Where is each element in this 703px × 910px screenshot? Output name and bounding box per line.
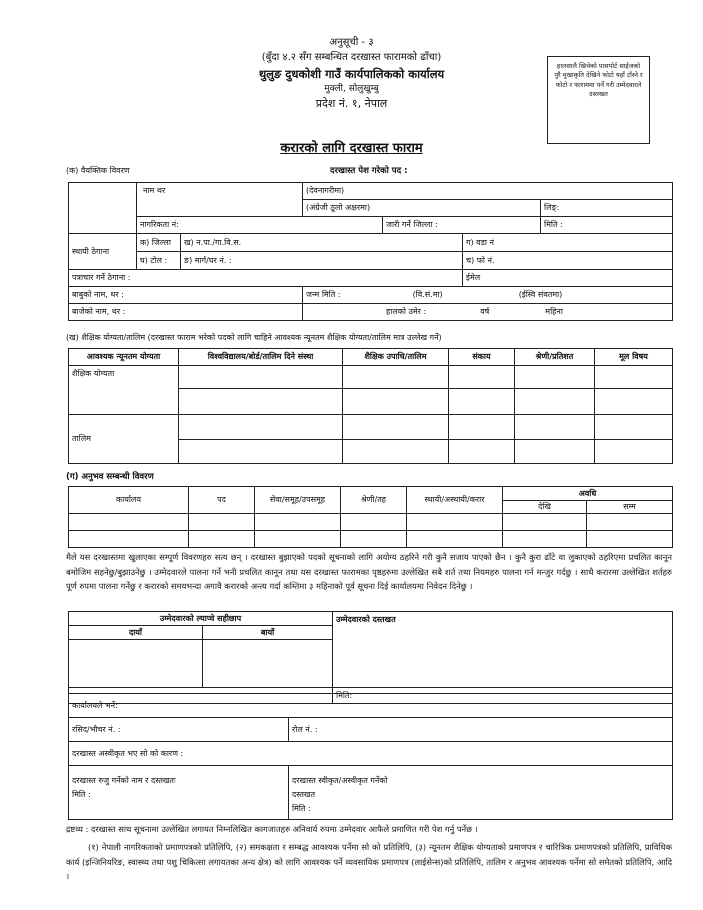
candidate-signature-label: उम्मेदवारको दस्तखत <box>336 615 396 624</box>
right-thumb-box[interactable] <box>69 640 203 688</box>
ward-field[interactable] <box>463 234 673 252</box>
col-min-qualification: आवश्यक न्यूनतम योग्यता <box>69 349 179 366</box>
experience-cell[interactable] <box>189 531 255 548</box>
correspondence-label: पत्राचार गर्ने ठेगाना : <box>72 273 131 282</box>
education-cell[interactable] <box>449 389 515 415</box>
education-cell[interactable] <box>179 389 343 415</box>
checked-by-field[interactable] <box>69 766 289 820</box>
gender-field[interactable] <box>541 200 673 217</box>
signature-table <box>68 611 673 704</box>
grandfather-name-field[interactable] <box>69 304 303 321</box>
phone-field[interactable] <box>463 252 673 270</box>
dob-ad-label: (ईस्वि संवतमा) <box>518 290 563 299</box>
email-field[interactable] <box>463 270 673 287</box>
education-cell[interactable] <box>449 366 515 389</box>
col-division: श्रेणी/प्रतिशत <box>515 349 595 366</box>
schedule-label: अनुसूची - ३ <box>329 37 374 48</box>
training-cell[interactable] <box>515 440 595 464</box>
col-from: देखि <box>503 501 587 514</box>
note-documents-list: (१) नेपाली नागरिकताको प्रमाणपत्रको प्रतिलिपि, (२) समकक्षता र सम्बद्ध आवश्यक पर्नेमा सो को प्रतिलिपि, (३) न्यूनतम शैक्षिक योग्यताको प्रमाणपत्र र चारित्रिक प्रमाणपत्रको प्रतिलिपि, प्राविधिक कार्य (इन्जिनियरिङ, स्वास्थ्य तथा पशु चिकित्सा लगायतका अन्य क्षेत्र) को लागि आवश्यक पर्ने व्यवसायिक प्रमाणपत्र (लाईसेन्स)को प्रतिलिपि, तालिम र अनुभव आवश्यक पर्नेमा सो समेतको प्रतिलिपि, आदि । <box>66 842 672 882</box>
experience-cell[interactable] <box>255 514 341 531</box>
dob-label: जन्म मिति : <box>306 290 341 299</box>
receipt-field[interactable] <box>69 718 289 742</box>
training-cell[interactable] <box>595 415 673 440</box>
age-label: हालको उमेर : <box>386 307 427 316</box>
approved-by-label: दरखास्त स्वीकृत/अस्वीकृत गर्नेको <box>292 776 388 785</box>
office-address: मुक्ली, सोलुखुम्बु <box>324 84 379 94</box>
age-year-label: वर्ष <box>480 307 490 316</box>
training-cell[interactable] <box>179 415 343 440</box>
col-office: कार्यालय <box>69 487 189 514</box>
declaration-text: मैले यस दरखास्तमा खुलाएका सम्पूर्ण विवरणहरु सत्य छन् । दरखास्त बुझाएको पदको सूचनाको लागि अयोग्य ठहरिने गरी कुनै सजाय पाएको छैन । कुनै कुरा ढाँटे वा लुकाएको ठहरिएमा प्रचलित कानून बमोजिम सहनेछु/बुझाउनेछु । उम्मेदवारले पालना गर्ने भनी प्रचलित कानून तथा यस दरखास्त फारामका पृष्ठहरुमा उल्लेखित सबै शर्त तथा नियमहरु पालना गर्न मन्जुर गर्दछु । साथै करारमा उल्लेखित शर्तहरु पूर्ण रुपमा पालना गर्नेछु र करारको समयभन्दा अगावै करारको अन्त्य गर्दा कम्तिमा ३ महिनाको पूर्व सूचना दिई कार्यालयमा निवेदन दिनेछु । <box>66 552 672 592</box>
col-tenure-type: स्थायी/अस्थायी/करार <box>407 487 503 514</box>
col-major-subject: मूल विषय <box>595 349 673 366</box>
name-english-field[interactable] <box>303 200 541 217</box>
reject-reason-label: दरखास्त अस्वीकृत भए सो को कारण : <box>72 748 184 758</box>
education-cell[interactable] <box>515 366 595 389</box>
office-use-table <box>68 690 673 820</box>
phone-label: च) फो नं. <box>466 255 495 265</box>
father-name-field[interactable] <box>69 287 303 304</box>
email-label: ईमेल <box>466 273 481 282</box>
education-cell[interactable] <box>595 389 673 415</box>
experience-table <box>68 486 673 548</box>
experience-cell[interactable] <box>407 531 503 548</box>
issue-date-label: मिति : <box>544 220 563 229</box>
training-cell[interactable] <box>595 440 673 464</box>
permanent-address-label: स्थायी ठेगाना <box>69 234 137 270</box>
col-institution: विश्वविद्यालय/बोर्ड/तालिम दिने संस्था <box>179 349 343 366</box>
training-cell[interactable] <box>449 415 515 440</box>
col-level: श्रेणी/तह <box>341 487 407 514</box>
col-to: सम्म <box>587 501 673 514</box>
experience-cell[interactable] <box>341 531 407 548</box>
signature-date-label: मिति: <box>336 690 353 700</box>
issued-district-label: जारी गर्ने जिल्ला : <box>386 220 438 229</box>
left-thumb-box[interactable] <box>203 640 333 688</box>
section-kha-heading: (ख) शैक्षिक योग्यता/तालिम (दरखास्त फाराम भरेको पदको लागि चाहिने आवश्यक न्यूनतम शैक्षिक योग्यता/तालिम मात्र उल्लेख गर्ने) <box>66 333 442 342</box>
street-field[interactable] <box>181 252 463 270</box>
training-cell[interactable] <box>179 440 343 464</box>
approved-signature-label: दस्तखत <box>292 790 316 799</box>
col-service-group: सेवा/समूह/उपसमूह <box>255 487 341 514</box>
col-post: पद <box>189 487 255 514</box>
row-education-label: शैक्षिक योग्यता <box>69 366 179 415</box>
section-ka-heading: (क) वैयक्तिक विवरण <box>66 166 130 175</box>
training-cell[interactable] <box>449 440 515 464</box>
ward-label: ग) वडा नं <box>466 237 494 247</box>
photo-box[interactable]: हालसालै खिचेको पासपोर्ट साईजको पुरै मुखाकृति देखिने फोटो यहाँ टाँस्ने र फोटो र फाराममा पर्ने गरी उम्मेदवारले दस्तखत <box>547 56 650 144</box>
office-name: थुलुङ दुधकोशी गाउँ कार्यपालिकको कार्यालय <box>258 67 445 81</box>
experience-cell[interactable] <box>255 531 341 548</box>
municipality-field[interactable] <box>181 234 463 252</box>
education-cell[interactable] <box>515 389 595 415</box>
education-cell[interactable] <box>595 366 673 389</box>
col-period: अवधि <box>503 487 673 501</box>
issued-district-field[interactable] <box>383 217 541 234</box>
devanagari-label: (देवनागरीमा) <box>306 186 345 195</box>
tole-label: घ) टोल : <box>140 255 168 265</box>
training-cell[interactable] <box>343 415 449 440</box>
issue-date-field[interactable] <box>541 217 673 234</box>
note-heading: द्रष्टव्य : दरखास्त साथ सूचनामा उल्लेखित लगायत निम्नलिखित कागजातहरु अनिवार्य रुपमा उम्मेदवार आफैले प्रमाणित गरी पेश गर्नु पर्नेछ । <box>66 824 478 834</box>
training-cell[interactable] <box>343 440 449 464</box>
age-field[interactable] <box>303 304 673 321</box>
checked-by-label: दरखास्त रुजु गर्नेको नाम र दस्तखतः <box>72 776 176 785</box>
experience-cell[interactable] <box>503 514 587 531</box>
experience-cell[interactable] <box>341 514 407 531</box>
grandfather-name-label: बाजेको नाम, थर : <box>72 307 126 316</box>
district-label: क) जिल्ला <box>140 237 171 247</box>
experience-cell[interactable] <box>587 531 673 548</box>
tole-field[interactable] <box>137 252 181 270</box>
reject-reason-field[interactable] <box>69 742 673 766</box>
experience-cell[interactable] <box>189 514 255 531</box>
roll-label: रोल नं. : <box>292 724 318 734</box>
name-label: नाम थर <box>137 183 303 200</box>
education-cell[interactable] <box>343 389 449 415</box>
father-name-label: बाबुको नाम, थर : <box>72 290 124 299</box>
correspondence-field[interactable] <box>69 270 463 287</box>
education-cell[interactable] <box>179 366 343 389</box>
english-label: (अंग्रेजी ठूलो अक्षरमा) <box>306 203 371 212</box>
street-label: ङ) मार्ग/घर नं. : <box>184 255 232 265</box>
post-applied-label: दरखास्त पेश गरेको पद : <box>330 166 408 176</box>
municipality-label: ख) न.पा./गा.वि.स. <box>184 237 242 247</box>
experience-cell[interactable] <box>69 531 189 548</box>
age-month-label: महिना <box>545 307 563 316</box>
left-thumb-label: बायाँ <box>203 626 333 640</box>
dob-bs-label: (वि.सं.मा) <box>412 290 443 299</box>
dob-field[interactable] <box>303 287 673 304</box>
blank-cell <box>69 183 137 234</box>
province-label: प्रदेश नं. १, नेपाल <box>315 97 388 110</box>
citizenship-label: नागरिकता नं: <box>140 220 179 229</box>
gender-label: लिङ्: <box>544 203 560 212</box>
office-use-label: कार्यालयले भर्ने: <box>69 694 673 718</box>
education-table <box>68 348 673 464</box>
col-faculty: संकाय <box>449 349 515 366</box>
name-devanagari-field[interactable] <box>303 183 673 200</box>
row-training-label: तालिम <box>69 415 179 464</box>
right-thumb-label: दायाँ <box>69 626 203 640</box>
personal-details-table <box>68 182 673 321</box>
form-title: करारको लागि दरखास्त फाराम <box>280 141 423 156</box>
citizenship-field[interactable] <box>137 217 383 234</box>
experience-cell[interactable] <box>69 514 189 531</box>
experience-cell[interactable] <box>503 531 587 548</box>
approved-date-label: मिति : <box>292 804 311 813</box>
education-cell[interactable] <box>343 366 449 389</box>
experience-cell[interactable] <box>407 514 503 531</box>
experience-cell[interactable] <box>587 514 673 531</box>
checked-date-label: मिति : <box>72 790 91 799</box>
training-cell[interactable] <box>515 415 595 440</box>
blank-cell <box>137 200 303 217</box>
approved-by-field[interactable] <box>289 766 673 820</box>
thumbprint-label: उम्मेदवारको ल्याप्चे सहीछाप <box>69 612 333 626</box>
receipt-label: रसिद/भौचर नं. : <box>72 724 121 734</box>
section-ga-heading: (ग) अनुभव सम्बन्धी विवरण <box>66 472 154 482</box>
col-degree: शैक्षिक उपाधि/तालिम <box>343 349 449 366</box>
candidate-signature-box[interactable] <box>333 612 673 688</box>
district-field[interactable] <box>137 234 181 252</box>
roll-field[interactable] <box>289 718 673 742</box>
clause-reference: (बुँदा ४.२ सँग सम्बन्धित दरखास्त फारामको ढाँचा) <box>261 52 442 63</box>
